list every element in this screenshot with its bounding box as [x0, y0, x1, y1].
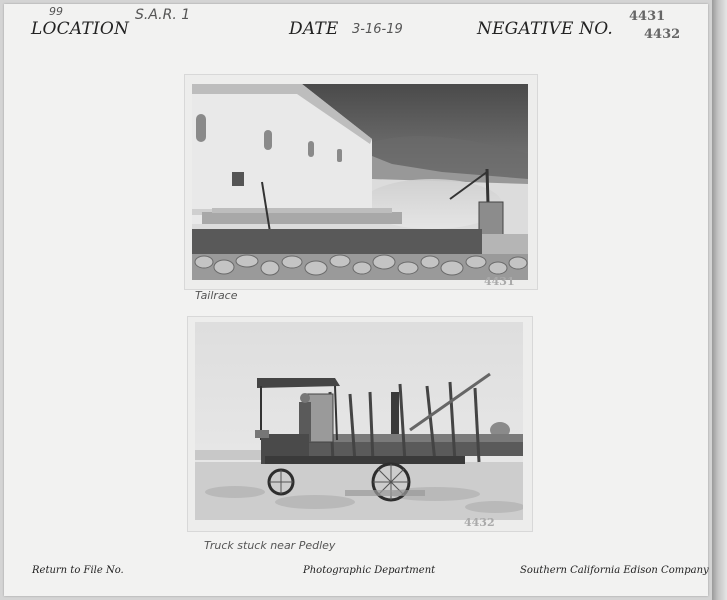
file-number: 99: [49, 5, 63, 18]
negative-number-1: 4431: [629, 9, 666, 24]
photo-tailrace: [192, 84, 528, 280]
negative-number-2: 4432: [644, 27, 681, 42]
photo-truck: [195, 322, 523, 520]
location-label: LOCATION: [31, 19, 130, 39]
record-card: [4, 4, 708, 596]
footer-file-number-label: Return to File No.: [32, 565, 124, 576]
date-value: 3-16-19: [352, 22, 403, 37]
footer-department: Photographic Department: [303, 565, 436, 576]
caption-truck: Truck stuck near Pedley: [204, 539, 336, 552]
photo-stamp-truck: 4432: [464, 516, 495, 529]
adjacent-card-edge: [712, 0, 727, 600]
photo-stamp-tailrace: 4431: [484, 275, 515, 288]
location-value: S.A.R. 1: [135, 7, 191, 23]
caption-tailrace: Tailrace: [195, 289, 238, 302]
date-label: DATE: [289, 19, 339, 39]
footer-company: Southern California Edison Company: [520, 565, 709, 576]
negative-label: NEGATIVE NO.: [477, 19, 613, 39]
